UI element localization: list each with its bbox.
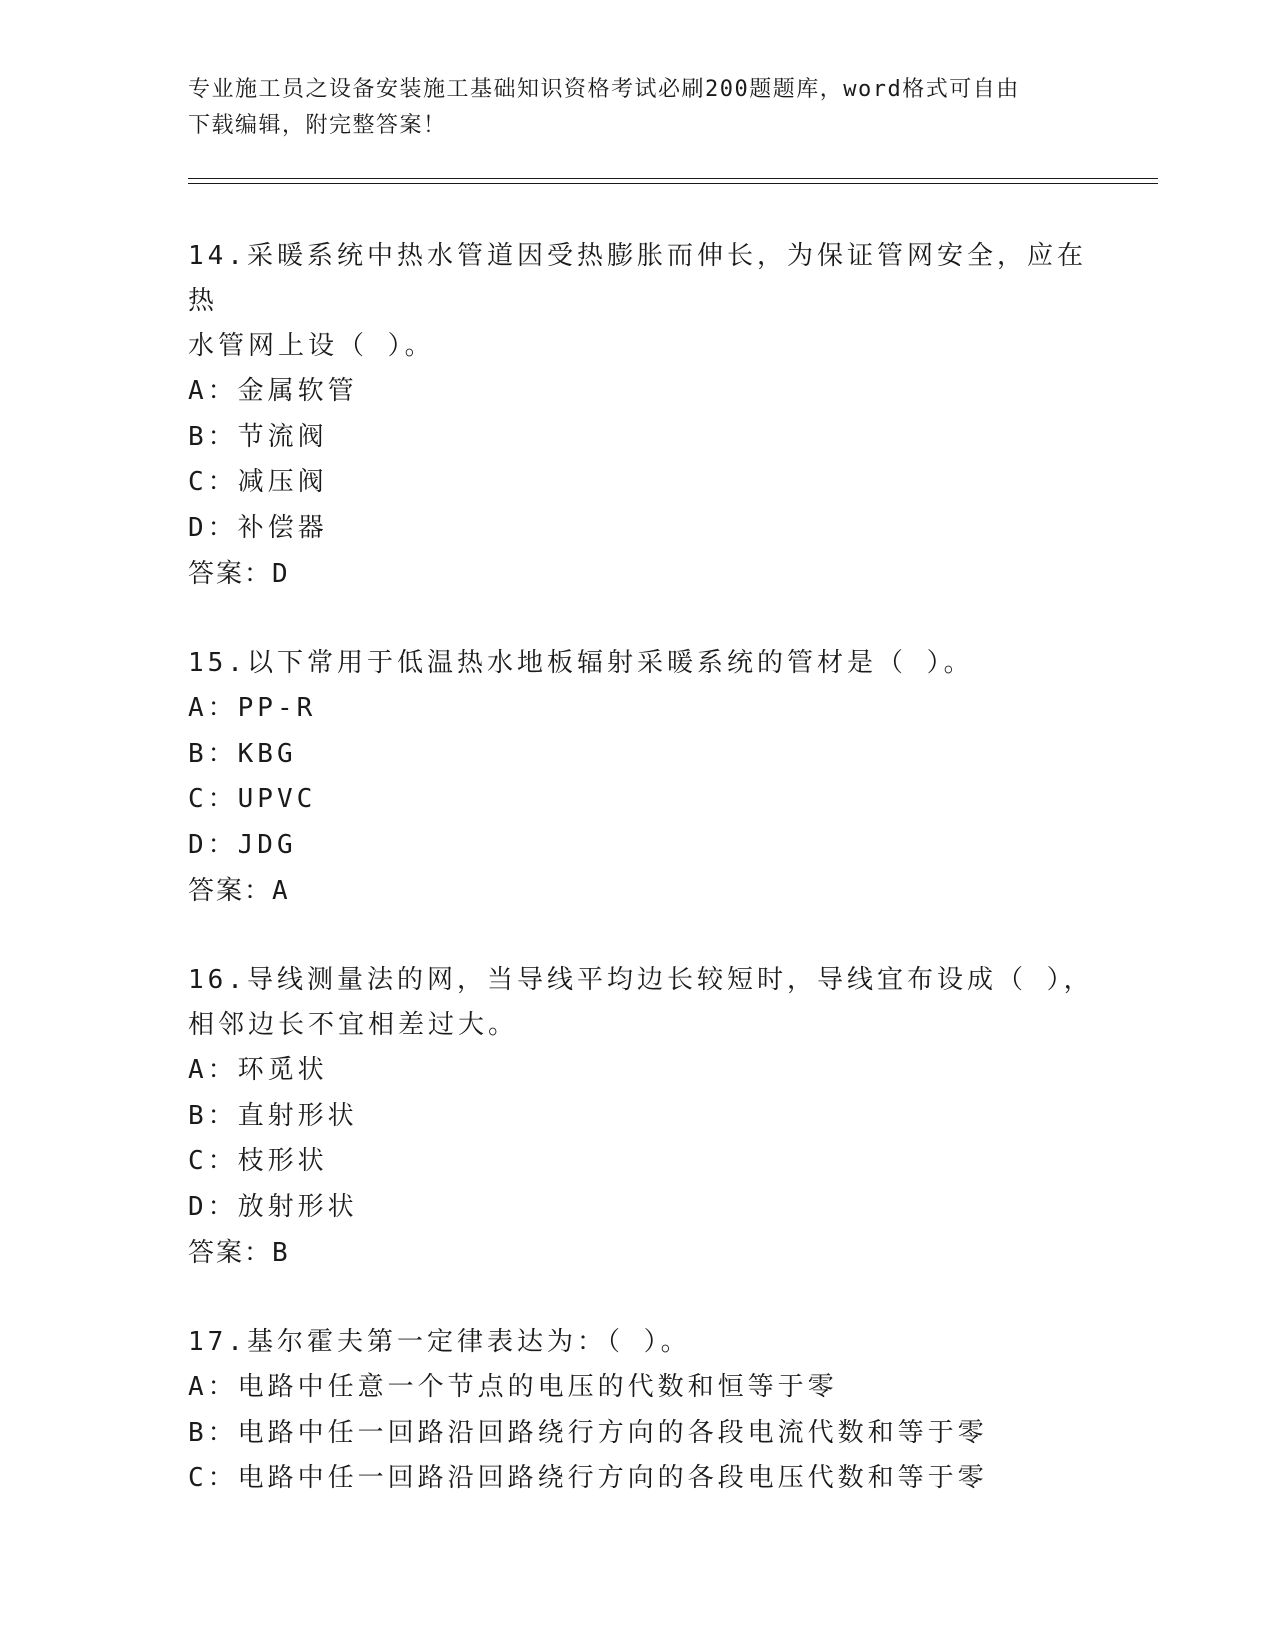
option-text: 枝形状 [237,1146,328,1176]
option-key: D： [188,829,238,860]
document-header [188,72,1088,144]
option-key: D： [188,512,238,543]
question-14 [188,234,1108,597]
answer-label: 答案：B [188,1238,290,1268]
question-17 [188,1320,1108,1502]
option-key: C： [188,784,238,814]
option-key: D： [188,1191,238,1222]
question-stem-line: 17.基尔霍夫第一定律表达为：（ ）。 [188,1327,691,1357]
option-b [188,732,1108,778]
header-line-1: 专业施工员之设备安装施工基础知识资格考试必刷200题题库，word格式可自由 [188,77,1020,102]
option-text: 电路中任一回路沿回路绕行方向的各段电流代数和等于零 [237,1417,988,1448]
option-text: 节流阀 [237,421,328,452]
option-a [188,1048,1108,1094]
option-key: C： [188,467,238,497]
option-c [188,1139,1108,1185]
question-15 [188,641,1108,914]
option-c [188,460,1108,506]
option-key: A： [188,693,238,723]
option-text: 减压阀 [237,467,328,497]
option-text: 补偿器 [237,512,328,543]
option-a [188,686,1108,732]
option-text: 直射形状 [237,1100,358,1131]
header-line-2: 下载编辑，附完整答案！ [188,113,447,138]
option-key: A： [188,1372,238,1402]
header-divider-top [188,178,1158,179]
option-b [188,1411,1108,1457]
header-divider-bottom [188,183,1158,184]
option-key: A： [188,376,238,406]
option-c [188,1456,1108,1502]
question-stem-line: 15.以下常用于低温热水地板辐射采暖系统的管材是（ ）。 [188,648,974,678]
option-d [188,823,1108,869]
option-a [188,369,1108,415]
answer-label: 答案：D [188,559,290,589]
option-text: 环觅状 [237,1055,328,1085]
option-c [188,777,1108,823]
option-key: B： [188,1417,238,1448]
option-text: 电路中任意一个节点的电压的代数和恒等于零 [237,1372,838,1402]
option-text: UPVC [237,784,317,814]
option-text: PP-R [237,693,317,723]
option-text: 放射形状 [237,1191,358,1222]
option-key: B： [188,1100,238,1131]
option-text: 电路中任一回路沿回路绕行方向的各段电压代数和等于零 [237,1463,988,1493]
question-16 [188,958,1108,1276]
option-key: B： [188,421,238,452]
option-text: JDG [237,829,297,860]
option-key: C： [188,1463,238,1493]
question-stem-line: 16.导线测量法的网，当导线平均边长较短时，导线宜布设成（ ）， [188,965,1094,995]
option-text: 金属软管 [237,376,358,406]
option-key: B： [188,738,238,769]
option-key: A： [188,1055,238,1085]
question-stem-line: 14.采暖系统中热水管道因受热膨胀而伸长，为保证管网安全，应在热 [188,241,1087,316]
option-key: C： [188,1146,238,1176]
answer-label: 答案：A [188,876,290,906]
option-d [188,1185,1108,1231]
question-stem-line: 水管网上设（ ）。 [188,331,435,361]
question-list [188,234,1108,1546]
option-d [188,506,1108,552]
option-b [188,1094,1108,1140]
option-a [188,1365,1108,1411]
option-b [188,415,1108,461]
option-text: KBG [237,738,297,769]
question-stem-line: 相邻边长不宜相差过大。 [188,1010,519,1040]
